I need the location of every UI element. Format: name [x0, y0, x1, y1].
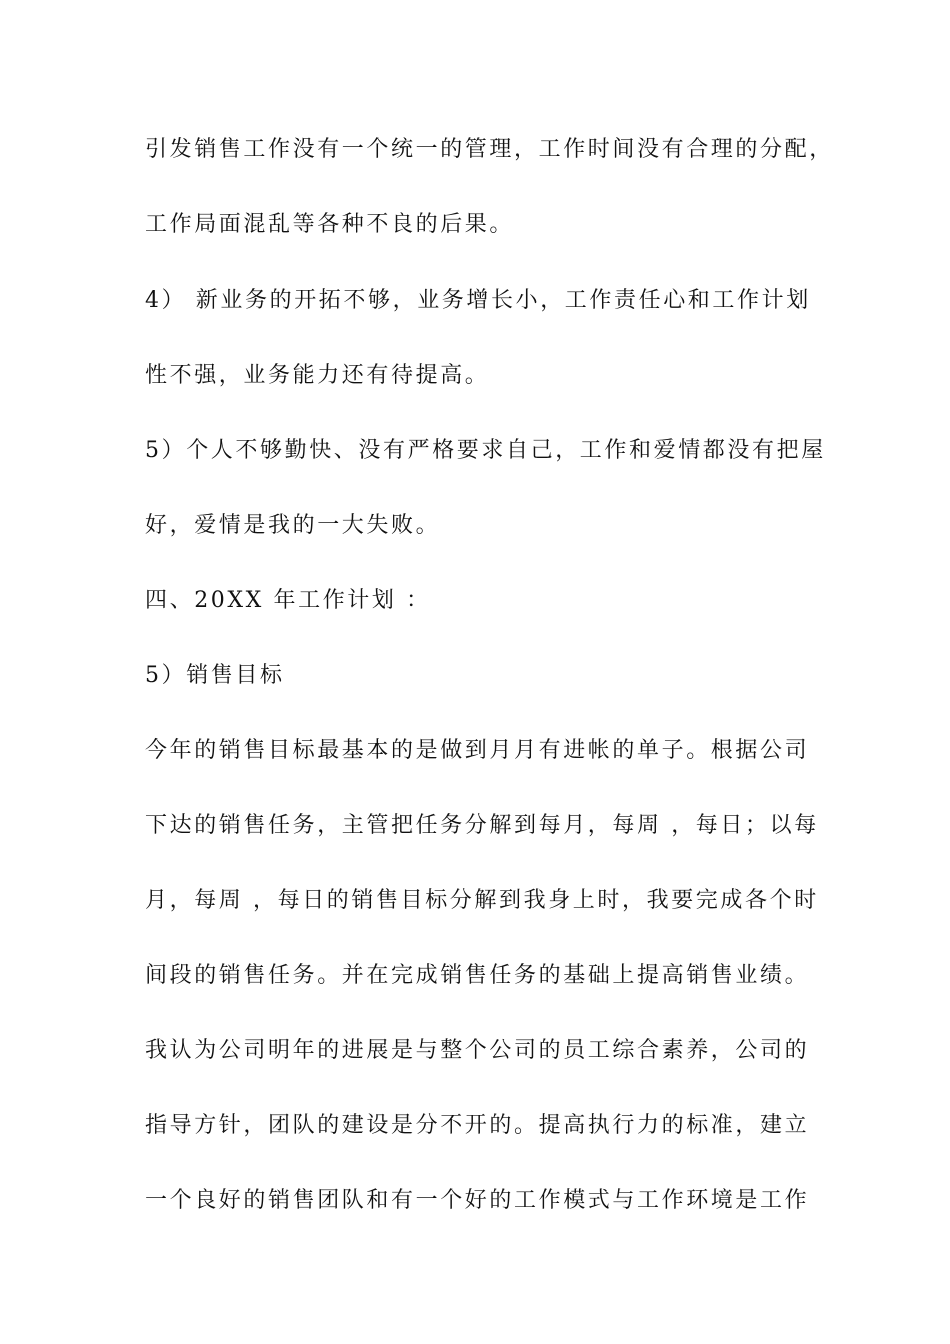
subsection-heading: 5）销售目标	[145, 663, 285, 688]
text-line: 引发销售工作没有一个统一的管理，工作时间没有合理的分配，	[145, 137, 834, 162]
text-line: 我认为公司明年的进展是与整个公司的员工综合素养，公司的	[145, 1038, 810, 1063]
text-line: 工作局面混乱等各种不良的后果。	[145, 212, 515, 237]
text-line: 今年的销售目标最基本的是做到月月有进帐的单子。根据公司	[145, 738, 810, 763]
text-line: 5）个人不够勤快、没有严格要求自己，工作和爱情都没有把屋	[145, 438, 826, 463]
text-line: 一个良好的销售团队和有一个好的工作模式与工作环境是工作	[145, 1188, 810, 1213]
text-line: 间段的销售任务。并在完成销售任务的基础上提高销售业绩。	[145, 963, 810, 988]
section-heading: 四、20XX 年工作计划 ：	[145, 588, 431, 613]
text-line: 月，每周 ，每日的销售目标分解到我身上时，我要完成各个时	[145, 888, 819, 913]
text-line: 下达的销售任务，主管把任务分解到每月，每周 ，每日；以每	[145, 813, 819, 838]
text-line: 性不强，业务能力还有待提高。	[145, 363, 490, 388]
text-line: 4） 新业务的开拓不够，业务增长小，工作责任心和工作计划	[145, 288, 811, 313]
text-line: 指导方针，团队的建设是分不开的。提高执行力的标准，建立	[145, 1113, 810, 1138]
text-line: 好，爱情是我的一大失败。	[145, 513, 441, 538]
